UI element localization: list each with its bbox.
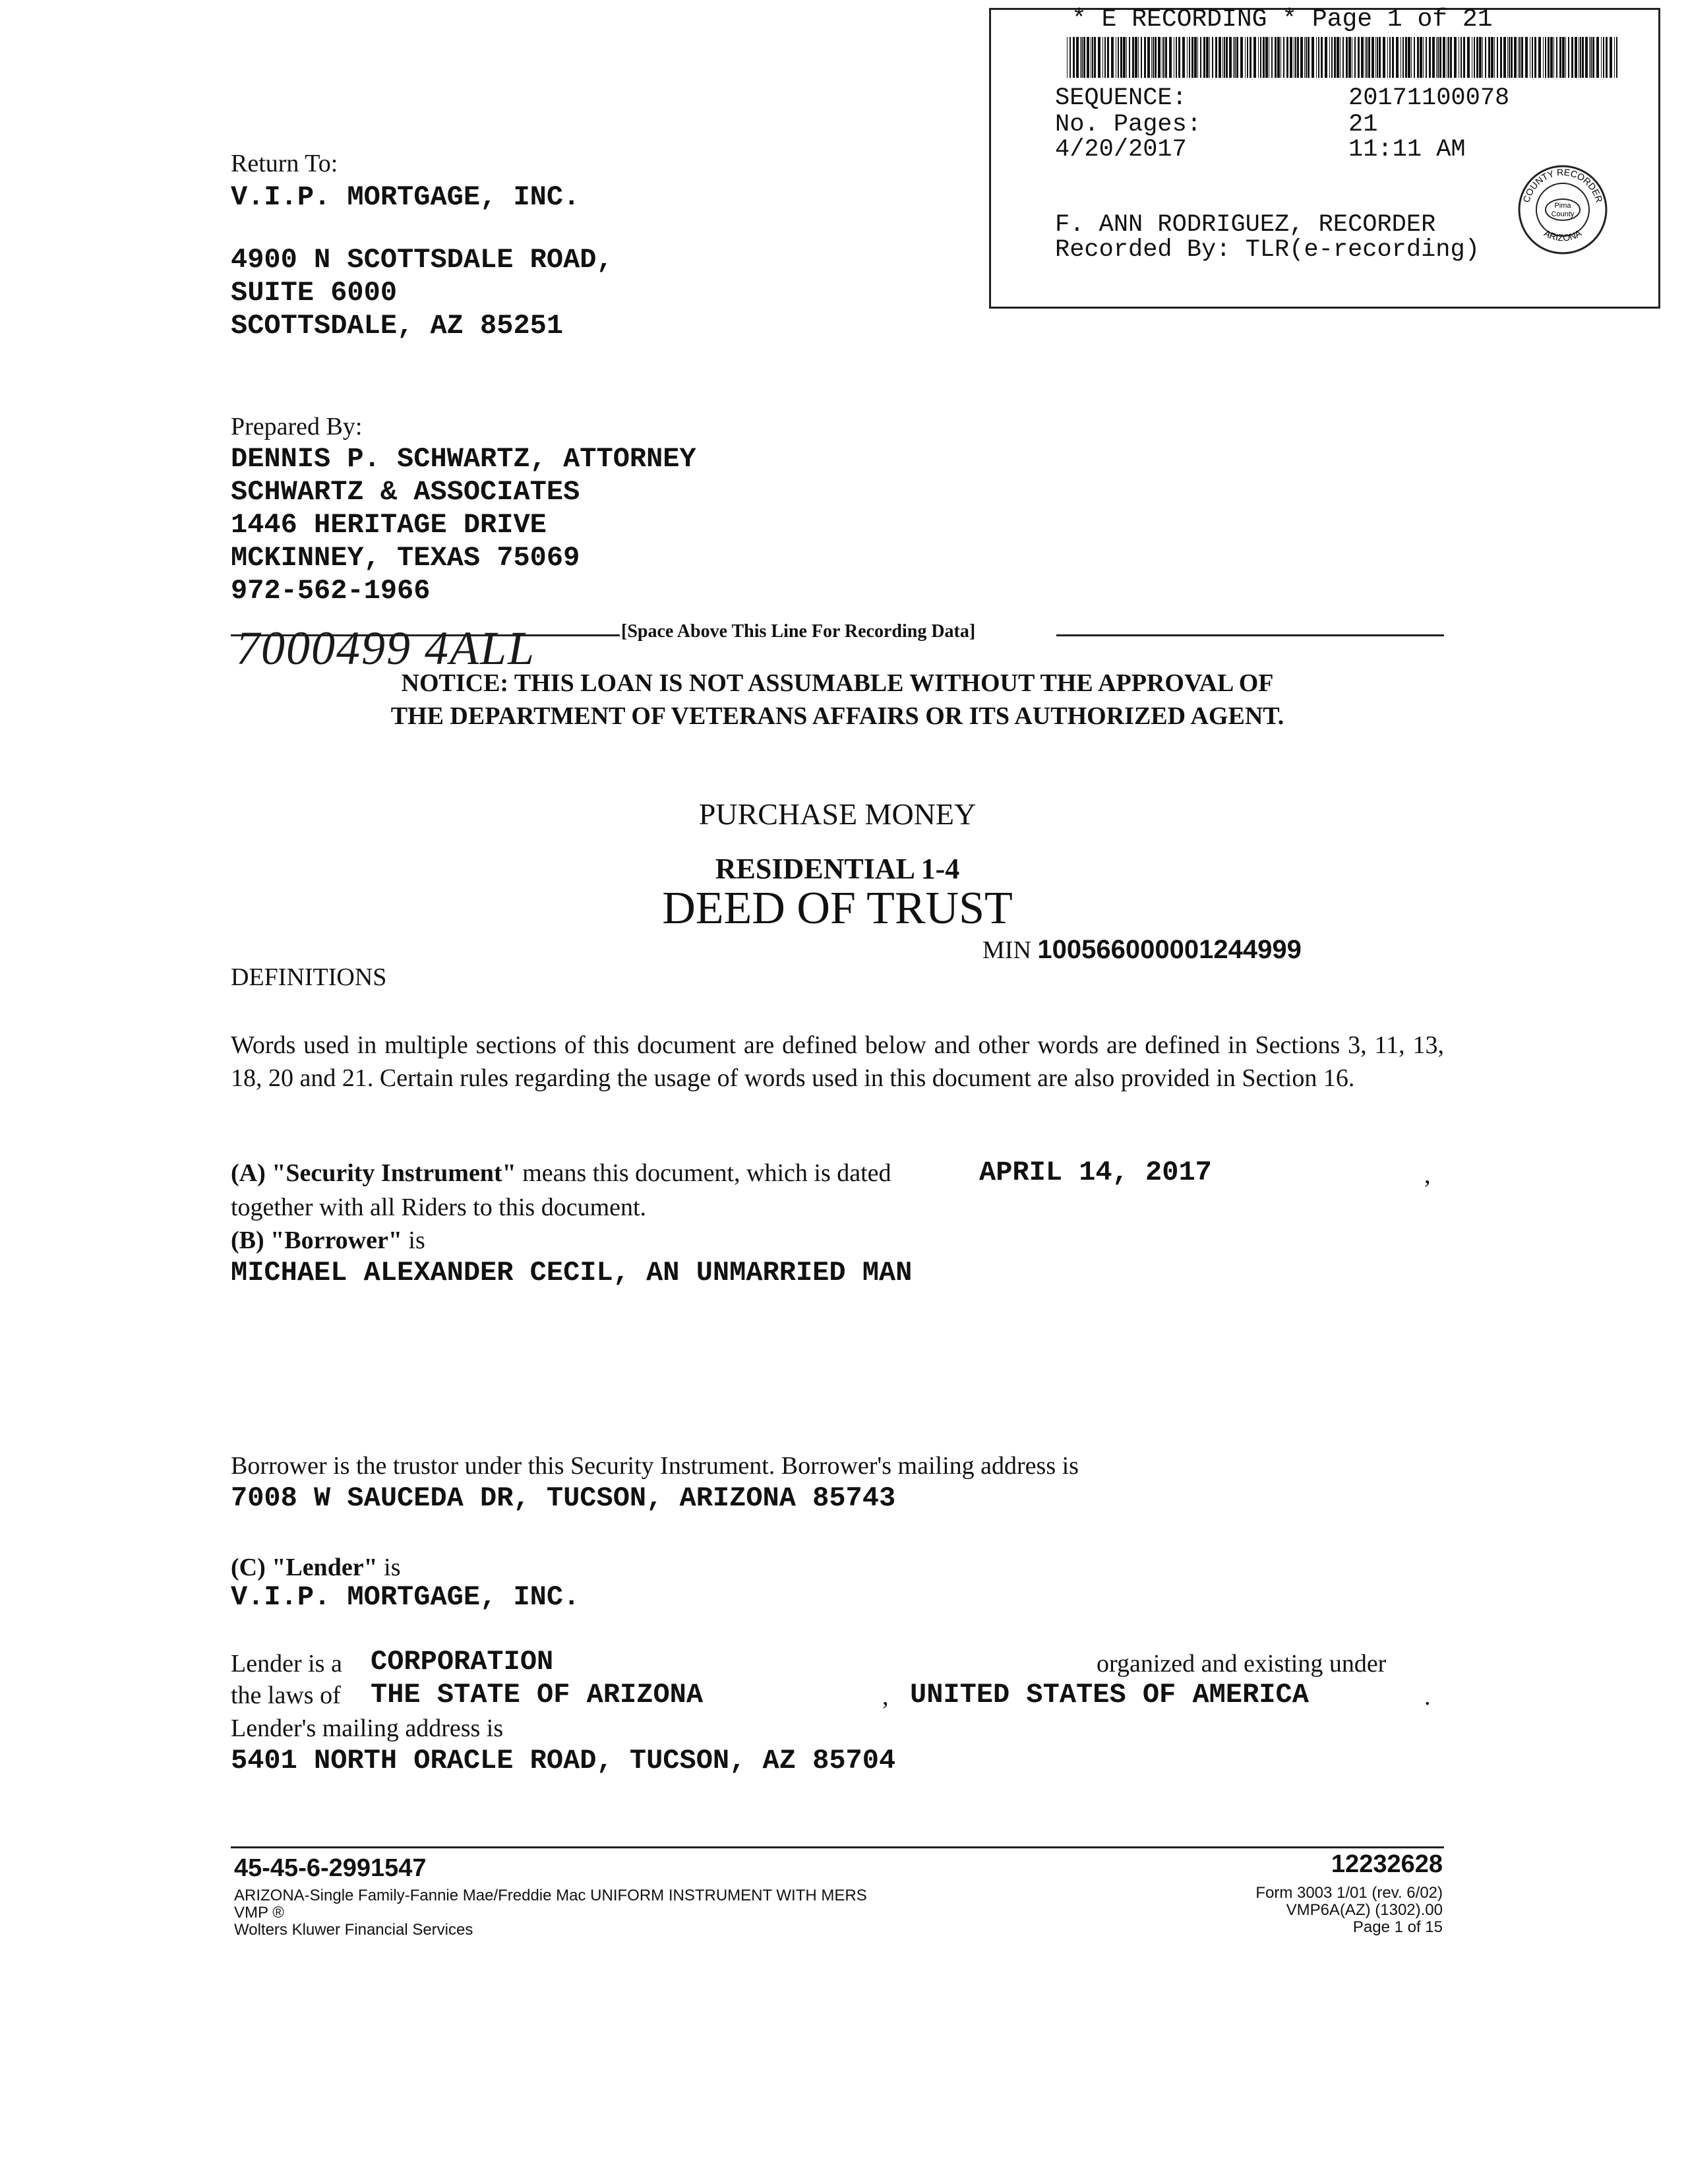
barcode-bar: [1260, 37, 1261, 78]
barcode-bar: [1538, 37, 1541, 78]
return-to-address-1: 4900 N SCOTTSDALE ROAD,: [231, 244, 613, 276]
form-number: Form 3003 1/01 (rev. 6/02): [1255, 1884, 1443, 1902]
barcode-bar: [1286, 37, 1288, 78]
barcode-bar: [1342, 37, 1344, 78]
svg-text:COUNTY RECORDER: COUNTY RECORDER: [1521, 166, 1605, 204]
lender-mailing-text: Lender's mailing address is: [231, 1714, 504, 1742]
barcode-bar: [1396, 37, 1399, 78]
barcode-bar: [1582, 37, 1584, 78]
prepared-by-line-2: SCHWARTZ & ASSOCIATES: [231, 476, 580, 508]
lender-country: UNITED STATES OF AMERICA: [910, 1679, 1309, 1711]
barcode-bar: [1240, 37, 1243, 78]
barcode-bar: [1616, 37, 1617, 78]
barcode-bar: [1250, 37, 1251, 78]
min-label: MIN: [982, 936, 1031, 964]
barcode-bar: [1295, 37, 1296, 78]
definition-c-is: is: [384, 1554, 401, 1581]
pages-label: No. Pages:: [1055, 111, 1202, 138]
lender-name: V.I.P. MORTGAGE, INC.: [231, 1581, 580, 1613]
barcode-bar: [1081, 37, 1083, 78]
barcode-bar: [1565, 37, 1566, 78]
barcode-bar: [1571, 37, 1573, 78]
barcode-bar: [1450, 37, 1452, 78]
barcode-bar: [1377, 37, 1378, 78]
barcode-bar: [1358, 37, 1360, 78]
barcode-bar: [1151, 37, 1152, 78]
barcode-bar: [1245, 37, 1246, 78]
notice-line-2: THE DEPARTMENT OF VETERANS AFFAIRS OR ITS AUTHORIZED AGENT.: [390, 702, 1284, 730]
barcode-bar: [1318, 37, 1319, 78]
barcode-bar: [1387, 37, 1388, 78]
barcode-bar: [1507, 37, 1508, 78]
barcode-bar: [1263, 37, 1265, 78]
barcode-bar: [1461, 37, 1462, 78]
barcode-bar: [1497, 37, 1498, 78]
deed-of-trust-title: DEED OF TRUST: [662, 883, 1013, 934]
barcode-bar: [1525, 37, 1528, 78]
case-number: 45-45-6-2991547: [234, 1854, 427, 1882]
barcode-bar: [1491, 37, 1493, 78]
vmp-label: VMP ®: [234, 1904, 284, 1922]
organized-text: organized and existing under: [1097, 1650, 1387, 1678]
security-instrument-date: APRIL 14, 2017: [979, 1157, 1212, 1188]
barcode-bar: [1556, 37, 1557, 78]
barcode-bar: [1234, 37, 1236, 78]
barcode-bar: [1426, 37, 1427, 78]
barcode-bar: [1163, 37, 1164, 78]
barcode-bar: [1138, 37, 1139, 78]
lender-state: THE STATE OF ARIZONA: [371, 1679, 704, 1711]
barcode-bar: [1135, 37, 1137, 78]
definition-c: [231, 1551, 401, 1584]
barcode-bar: [1383, 37, 1385, 78]
barcode-bar: [1392, 37, 1394, 78]
barcode-bar: [1226, 37, 1228, 78]
sequence-value: 20171100078: [1348, 84, 1510, 112]
barcode-bar: [1189, 37, 1190, 78]
barcode-bar: [1147, 37, 1150, 78]
barcode-bar: [1601, 37, 1602, 78]
barcode-bar: [1275, 37, 1277, 78]
barcode-bar: [1191, 37, 1193, 78]
barcode-bar: [1482, 37, 1483, 78]
barcode-bar: [1439, 37, 1441, 78]
barcode-bar: [1337, 37, 1339, 78]
loan-number: 12232628: [1331, 1850, 1443, 1878]
handwritten-loan-note: 7000499 4ALL: [236, 622, 536, 675]
barcode-bar: [1107, 37, 1109, 78]
return-to-label: Return To:: [231, 150, 338, 177]
barcode-bar: [1414, 37, 1415, 78]
barcode-bar: [1076, 37, 1079, 78]
barcode-bar: [1534, 37, 1536, 78]
barcode-bar: [1129, 37, 1130, 78]
barcode-bar: [1073, 37, 1075, 78]
form-code: VMP6A(AZ) (1302).00: [1286, 1901, 1443, 1919]
barcode-bar: [1144, 37, 1146, 78]
svg-text:ARIZONA: ARIZONA: [1542, 228, 1583, 243]
barcode-bar: [1467, 37, 1470, 78]
barcode-bar: [1200, 37, 1201, 78]
notice-line-1: NOTICE: THIS LOAN IS NOT ASSUMABLE WITHOUT THE APPROVAL OF: [401, 669, 1274, 697]
barcode-bar: [1153, 37, 1154, 78]
barcode-bar: [1375, 37, 1376, 78]
barcode-bar: [1331, 37, 1333, 78]
barcode-bar: [1562, 37, 1565, 78]
barcode-bar: [1187, 37, 1188, 78]
laws-of-text: the laws of: [231, 1682, 341, 1709]
barcode-bar: [1158, 37, 1160, 78]
barcode-bar: [1514, 37, 1517, 78]
laws-period: .: [1424, 1683, 1431, 1711]
definition-b-is: is: [408, 1227, 425, 1254]
barcode-bar: [1500, 37, 1502, 78]
svg-text:County: County: [1551, 210, 1575, 218]
barcode-bar: [1437, 37, 1439, 78]
barcode-bar: [1436, 37, 1437, 78]
recording-rule-right: [1056, 634, 1444, 636]
barcode-bar: [1297, 37, 1299, 78]
barcode-bar: [1271, 37, 1273, 78]
definition-a-label: (A) "Security Instrument": [231, 1159, 516, 1187]
form-description: ARIZONA-Single Family-Fannie Mae/Freddie Mac UNIFORM INSTRUMENT WITH MERS: [234, 1887, 867, 1904]
barcode-bar: [1518, 37, 1519, 78]
lender-address: 5401 NORTH ORACLE ROAD, TUCSON, AZ 85704: [231, 1745, 896, 1776]
barcode-bar: [1420, 37, 1422, 78]
barcode-bar: [1366, 37, 1368, 78]
barcode-bar: [1141, 37, 1142, 78]
pages-value: 21: [1348, 111, 1378, 138]
space-above-line-label: [Space Above This Line For Recording Data]: [621, 621, 976, 642]
barcode-bar: [1509, 37, 1510, 78]
lender-type: CORPORATION: [371, 1646, 554, 1678]
barcode-bar: [1340, 37, 1341, 78]
barcode-bar: [1126, 37, 1127, 78]
barcode-bar: [1224, 37, 1225, 78]
barcode-bar: [1603, 37, 1604, 78]
barcode-bar: [1575, 37, 1577, 78]
barcode-bar: [1368, 37, 1370, 78]
barcode-bar: [1589, 37, 1590, 78]
prepared-by-line-4: MCKINNEY, TEXAS 75069: [231, 542, 580, 574]
borrower-trustor-text: Borrower is the trustor under this Security Instrument. Borrower's mailing address is: [231, 1452, 1079, 1480]
barcode-bar: [1067, 37, 1068, 78]
barcode-bar: [1494, 37, 1495, 78]
barcode-bar: [1290, 37, 1292, 78]
return-to-name: V.I.P. MORTGAGE, INC.: [231, 181, 580, 213]
barcode-bar: [1111, 37, 1114, 78]
barcode-bar: [1092, 37, 1093, 78]
prepared-by-line-5: 972-562-1966: [231, 575, 431, 607]
definition-a-text: means this document, which is dated: [522, 1159, 891, 1187]
barcode-bar: [1258, 37, 1259, 78]
barcode-bar: [1488, 37, 1490, 78]
barcode-bar: [1123, 37, 1126, 78]
barcode-bar: [1348, 37, 1351, 78]
barcode-bar: [1215, 37, 1217, 78]
barcode-bar: [1219, 37, 1221, 78]
barcode-bar: [1402, 37, 1404, 78]
barcode-bar: [1479, 37, 1482, 78]
definition-a: [231, 1157, 891, 1190]
barcode-bar: [1553, 37, 1554, 78]
barcode-bar: [1308, 37, 1310, 78]
barcode-bar: [1265, 37, 1268, 78]
barcode-bar: [1519, 37, 1521, 78]
barcode-bar: [1503, 37, 1506, 78]
definitions-intro: Words used in multiple sections of this document are defined below and other words are defined in Sections 3, 11, 13, 18, 20 and 21. Certain rules regarding the usage of words used in this document are also provided in Section 16.: [231, 1031, 1444, 1092]
barcode-bar: [1247, 37, 1248, 78]
barcode-bar: [1354, 37, 1356, 78]
barcode-bar: [1568, 37, 1569, 78]
barcode-bar: [1521, 37, 1523, 78]
barcode-bar: [1606, 37, 1608, 78]
barcode-bar: [1361, 37, 1364, 78]
definition-b: [231, 1224, 425, 1257]
barcode-bar: [1070, 37, 1071, 78]
barcode-bar: [1203, 37, 1205, 78]
barcode-bar: [1423, 37, 1424, 78]
lender-is-a: Lender is a: [231, 1650, 342, 1678]
barcode-bar: [1233, 37, 1234, 78]
barcode-bar: [1548, 37, 1550, 78]
barcode-bar: [1474, 37, 1475, 78]
laws-comma: ,: [882, 1683, 889, 1711]
barcode-bar: [1379, 37, 1381, 78]
definition-a-text-2: together with all Riders to this document.: [231, 1194, 647, 1221]
barcode-bar: [1253, 37, 1256, 78]
barcode-bar: [1511, 37, 1513, 78]
barcode-bar: [1165, 37, 1167, 78]
footer-rule: [231, 1846, 1444, 1848]
barcode-bar: [1365, 37, 1366, 78]
barcode-bar: [1300, 37, 1303, 78]
residential-title: RESIDENTIAL 1-4: [715, 853, 960, 885]
barcode-bar: [1222, 37, 1223, 78]
return-to-address-2: SUITE 6000: [231, 277, 398, 309]
barcode-bar: [1411, 37, 1412, 78]
recording-header: * E RECORDING * Page 1 of 21: [1071, 5, 1493, 34]
barcode-bar: [1408, 37, 1410, 78]
barcode-bar: [1176, 37, 1177, 78]
barcode-bar: [1094, 37, 1096, 78]
return-to-address-3: SCOTTSDALE, AZ 85251: [231, 310, 564, 342]
barcode-bar: [1550, 37, 1553, 78]
recorded-by: Recorded By: TLR(e-recording): [1055, 236, 1480, 264]
barcode-bar: [1306, 37, 1307, 78]
barcode-bar: [1580, 37, 1581, 78]
barcode-bar: [1087, 37, 1089, 78]
barcode-bar: [1532, 37, 1533, 78]
prepared-by-line-3: 1446 HERITAGE DRIVE: [231, 509, 547, 541]
barcode-bar: [1283, 37, 1284, 78]
barcode-bar: [1178, 37, 1180, 78]
barcode-bar: [1155, 37, 1157, 78]
prepared-by-label: Prepared By:: [231, 413, 363, 440]
barcode-bar: [1083, 37, 1085, 78]
min-number: [982, 935, 1302, 965]
barcode-bar: [1429, 37, 1431, 78]
barcode-bar: [1372, 37, 1374, 78]
borrower-address: 7008 W SAUCEDA DR, TUCSON, ARIZONA 85743: [231, 1482, 896, 1514]
barcode-bar: [1590, 37, 1592, 78]
barcode-bar: [1325, 37, 1327, 78]
barcode-bar: [1212, 37, 1213, 78]
borrower-name: MICHAEL ALEXANDER CECIL, AN UNMARRIED MAN: [231, 1257, 913, 1289]
barcode-bar: [1585, 37, 1588, 78]
barcode-bar: [1169, 37, 1172, 78]
barcode-bar: [1080, 37, 1081, 78]
purchase-money-title: PURCHASE MONEY: [698, 797, 977, 831]
barcode-bar: [1596, 37, 1599, 78]
barcode: [1067, 37, 1619, 78]
barcode-bar: [1448, 37, 1449, 78]
barcode-bar: [1236, 37, 1238, 78]
barcode-bar: [1476, 37, 1478, 78]
barcode-bar: [1304, 37, 1305, 78]
barcode-bar: [1463, 37, 1465, 78]
definitions-heading: DEFINITIONS: [231, 963, 387, 991]
recording-time: 11:11 AM: [1348, 136, 1466, 164]
barcode-bar: [1098, 37, 1100, 78]
barcode-bar: [1545, 37, 1546, 78]
barcode-bar: [1454, 37, 1457, 78]
barcode-bar: [1485, 37, 1486, 78]
barcode-bar: [1132, 37, 1134, 78]
barcode-bar: [1209, 37, 1210, 78]
barcode-bar: [1197, 37, 1198, 78]
definition-a-comma: ,: [1424, 1161, 1431, 1189]
county-recorder-seal-icon: [1517, 164, 1609, 256]
page-number: Page 1 of 15: [1352, 1918, 1443, 1936]
sequence-label: SEQUENCE:: [1055, 84, 1187, 112]
barcode-bar: [1194, 37, 1197, 78]
barcode-bar: [1329, 37, 1330, 78]
barcode-bar: [1334, 37, 1336, 78]
min-value: 100566000001244999: [1037, 935, 1302, 964]
definition-b-label: (B) "Borrower": [231, 1227, 402, 1254]
barcode-bar: [1118, 37, 1119, 78]
recording-date: 4/20/2017: [1055, 136, 1187, 164]
definition-c-label: (C) "Lender": [231, 1554, 378, 1581]
barcode-bar: [1316, 37, 1317, 78]
barcode-bar: [1102, 37, 1103, 78]
barcode-bar: [1610, 37, 1612, 78]
barcode-bar: [1311, 37, 1314, 78]
barcode-bar: [1443, 37, 1445, 78]
barcode-bar: [1389, 37, 1391, 78]
barcode-bar: [1277, 37, 1280, 78]
barcode-bar: [1405, 37, 1407, 78]
barcode-bar: [1104, 37, 1106, 78]
barcode-bar: [1120, 37, 1122, 78]
barcode-bar: [1206, 37, 1209, 78]
barcode-bar: [1432, 37, 1435, 78]
barcode-bar: [1543, 37, 1544, 78]
svg-text:Pima: Pima: [1554, 202, 1571, 210]
barcode-bar: [1614, 37, 1615, 78]
prepared-by-line-1: DENNIS P. SCHWARTZ, ATTORNEY: [231, 443, 696, 475]
barcode-bar: [1182, 37, 1185, 78]
barcode-bar: [1592, 37, 1594, 78]
barcode-bar: [1229, 37, 1232, 78]
recorder-name: F. ANN RODRIGUEZ, RECORDER: [1055, 211, 1436, 239]
barcode-bar: [1417, 37, 1419, 78]
barcode-bar: [1559, 37, 1561, 78]
barcode-bar: [1346, 37, 1348, 78]
barcode-bar: [1321, 37, 1323, 78]
publisher: Wolters Kluwer Financial Services: [234, 1921, 473, 1939]
